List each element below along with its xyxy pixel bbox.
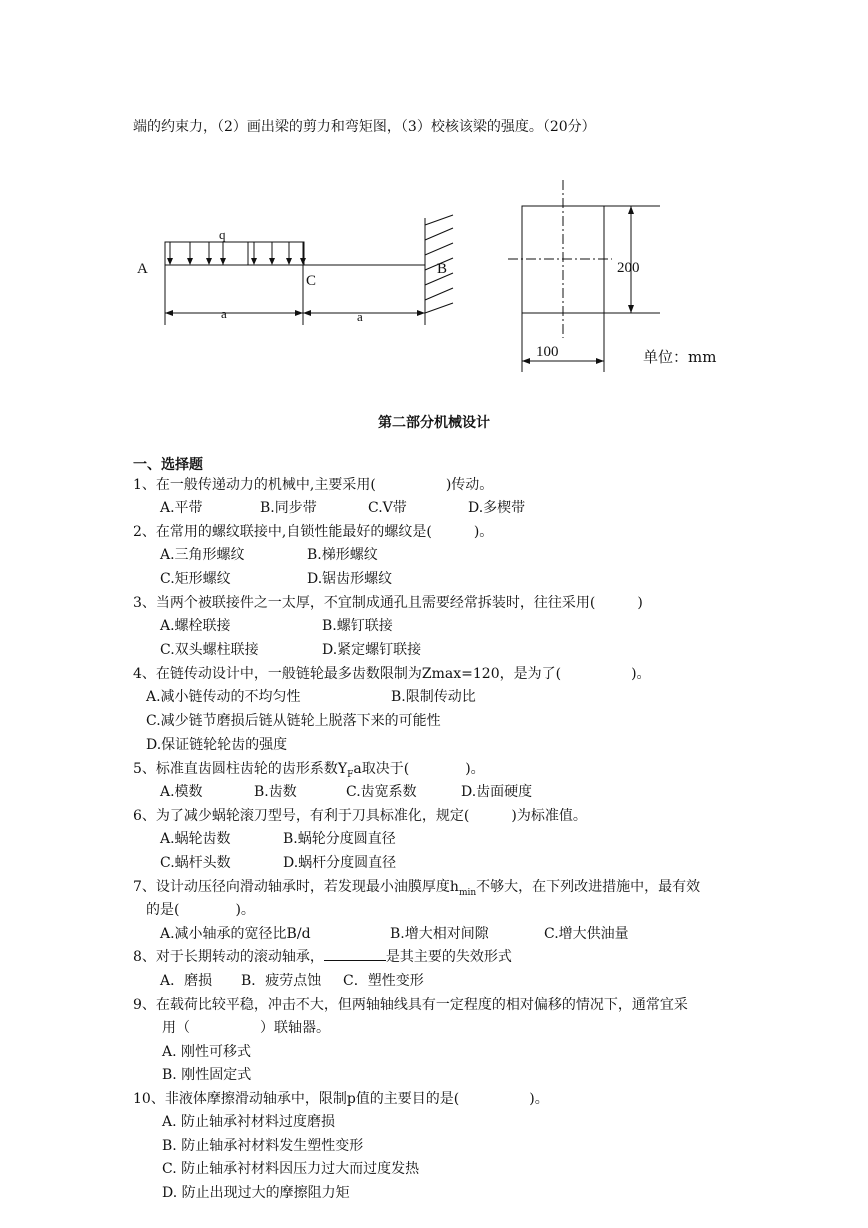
q8-option-a: A．磨损 (160, 973, 213, 989)
unit-label: 单位：mm (643, 348, 717, 366)
load-block-left (165, 242, 223, 265)
q5-option-d: D.齿面硬度 (461, 784, 533, 800)
q5-option-a: A.模数 (160, 784, 203, 800)
q2-option-c: C.矩形螺纹 (160, 571, 231, 587)
q8-option-c: C．塑性变形 (343, 973, 424, 989)
question-2: 2、在常用的螺纹联接中,自锁性能最好的螺纹是( )。 (133, 524, 494, 540)
section-title: 一、选择题 (133, 457, 203, 473)
load-block-right (248, 242, 304, 265)
dim-a-2: a (357, 309, 363, 324)
question-1: 1、在一般传递动力的机械中,主要采用( )传动。 (133, 477, 494, 493)
q7-option-c: C.增大供油量 (544, 926, 629, 942)
label-q: q (219, 227, 226, 242)
q9-option-a: A. 刚性可移式 (162, 1044, 252, 1060)
question-6: 6、为了减少蜗轮滚刀型号，有利于刀具标准化，规定( )为标准值。 (133, 808, 587, 824)
question-8: 8、对于长期转动的滚动轴承， 是其主要的失效形式 (133, 949, 512, 965)
q2-option-b: B.梯形螺纹 (307, 547, 378, 563)
label-c: C (306, 273, 317, 289)
q4-option-d: D.保证链轮轮齿的强度 (146, 737, 288, 753)
q8-option-b: B．疲劳点蚀 (241, 973, 322, 989)
q6-option-c: C.蜗杆头数 (160, 855, 231, 871)
intro-text: 端的约束力，（2）画出梁的剪力和弯矩图，（3）校核该梁的强度。（20分） (133, 119, 596, 135)
q2-option-d: D.锯齿形螺纹 (307, 571, 393, 587)
q4-option-a: A.减小链传动的不均匀性 (146, 689, 301, 705)
height-label: 200 (617, 260, 640, 276)
q10-option-a: A. 防止轴承衬材料过度磨损 (162, 1114, 336, 1130)
q6-option-b: B.蜗轮分度圆直径 (283, 831, 396, 847)
q1-option-c: C.V带 (368, 500, 407, 516)
q10-option-b: B. 防止轴承衬材料发生塑性变形 (162, 1138, 364, 1154)
q5-option-c: C.齿宽系数 (346, 784, 417, 800)
beam-figure (0, 0, 868, 400)
q9-option-b: B. 刚性固定式 (162, 1067, 252, 1083)
q3-option-c: C.双头螺柱联接 (160, 642, 259, 658)
q6-option-d: D.蜗杆分度圆直径 (283, 855, 397, 871)
q6-option-a: A.蜗轮齿数 (160, 831, 231, 847)
q3-option-a: A.螺栓联接 (160, 618, 231, 634)
part-title: 第二部分机械设计 (378, 415, 490, 431)
label-b: B (437, 261, 448, 277)
question-3: 3、当两个被联接件之一太厚，不宜制成通孔且需要经常拆装时，往往采用( ) (133, 595, 643, 611)
q10-option-d: D. 防止出现过大的摩擦阻力矩 (162, 1185, 350, 1201)
dim-a-1: a (221, 306, 227, 321)
q1-option-b: B.同步带 (260, 500, 317, 516)
q10-option-c: C. 防止轴承衬材料因压力过大而过度发热 (162, 1161, 420, 1177)
question-7-line2: 的是( )。 (146, 902, 255, 918)
question-9: 9、在载荷比较平稳，冲击不大，但两轴轴线具有一定程度的相对偏移的情况下，通常宜采 (133, 997, 688, 1013)
q4-option-b: B.限制传动比 (391, 689, 476, 705)
answer-blank (324, 948, 386, 961)
q2-option-a: A.三角形螺纹 (160, 547, 245, 563)
q7-option-b: B.增大相对间隙 (390, 926, 489, 942)
q1-option-d: D.多楔带 (468, 500, 526, 516)
label-a: A (137, 261, 148, 277)
q4-option-c: C.减少链节磨损后链从链轮上脱落下来的可能性 (146, 713, 441, 729)
question-10: 10、非液体摩擦滑动轴承中，限制p值的主要目的是( )。 (133, 1091, 549, 1107)
question-4: 4、在链传动设计中，一般链轮最多齿数限制为Zmax=120，是为了( )。 (133, 666, 651, 682)
question-5: 5、标准直齿圆柱齿轮的齿形系数$Y_Fa$取决于( )。 (133, 761, 485, 780)
q3-option-d: D.紧定螺钉联接 (322, 642, 422, 658)
question-9-line2: 用（ ）联轴器。 (162, 1020, 330, 1036)
q1-option-a: A.平带 (160, 500, 203, 516)
width-label: 100 (536, 344, 559, 360)
q7-option-a: A.减小轴承的宽径比B/d (160, 926, 311, 942)
question-7: 7、设计动压径向滑动轴承时，若发现最小油膜厚度$h_{min}$不够大，在下列改进措施中，最有效 (133, 879, 701, 898)
q5-option-b: B.齿数 (254, 784, 297, 800)
q3-option-b: B.螺钉联接 (322, 618, 393, 634)
